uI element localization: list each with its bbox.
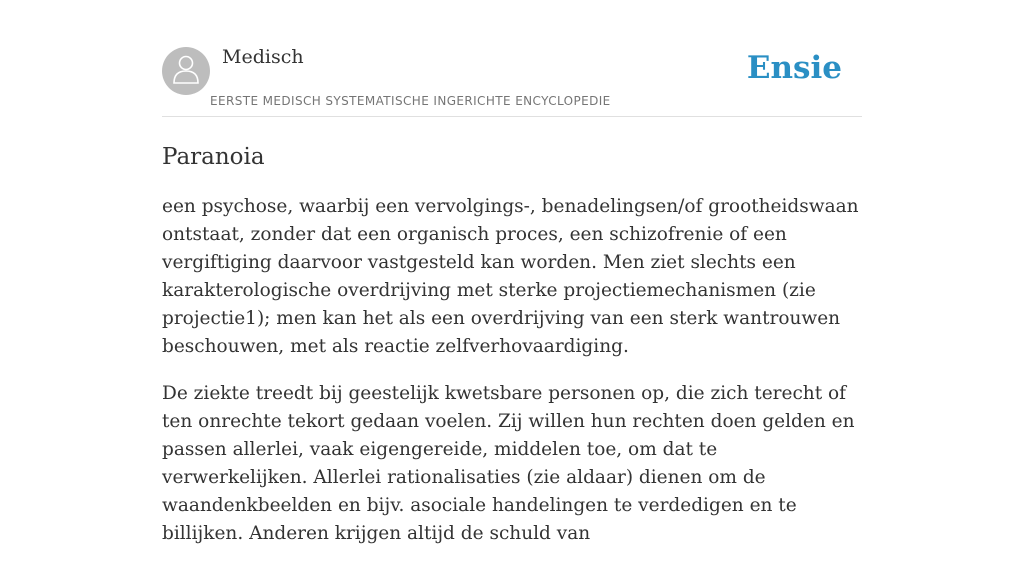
brand-logo[interactable]: Ensie bbox=[746, 50, 842, 86]
avatar[interactable] bbox=[162, 47, 210, 95]
author-name[interactable]: Medisch bbox=[222, 46, 304, 68]
article-paragraph: een psychose, waarbij een vervolgings-, benadelingsen/of grootheidswaan ontstaat, zonder dat een organisch proces, een schizofrenie of een vergiftiging daarvoor vastgesteld kan worden. Men ziet slechts een karakterologische overdrijving met sterke projectiemechanismen (zie projectie1); men kan het als een overdrijving van een sterk wantrouwen beschouwen, met als reactie zelfverhovaardiging. bbox=[162, 196, 859, 357]
user-icon bbox=[171, 53, 201, 90]
article-body bbox=[162, 193, 862, 548]
article-paragraph: De ziekte treedt bij geestelijk kwetsbare personen op, die zich terecht of ten onrechte tekort gedaan voelen. Zij willen hun rechten doen gelden en passen allerlei, vaak eigengereide, middelen toe, om dat te verwerkelijken. Allerlei rationalisaties (zie aldaar) dienen om de waandenkbeelden en bijv. asociale handelingen te verdedigen en te billijken. Anderen krijgen altijd de schuld van bbox=[162, 383, 855, 544]
header bbox=[162, 0, 862, 117]
article-title: Paranoia bbox=[162, 144, 265, 170]
page bbox=[162, 0, 862, 567]
author-subtitle: EERSTE MEDISCH SYSTEMATISCHE INGERICHTE ENCYCLOPEDIE bbox=[210, 94, 611, 108]
